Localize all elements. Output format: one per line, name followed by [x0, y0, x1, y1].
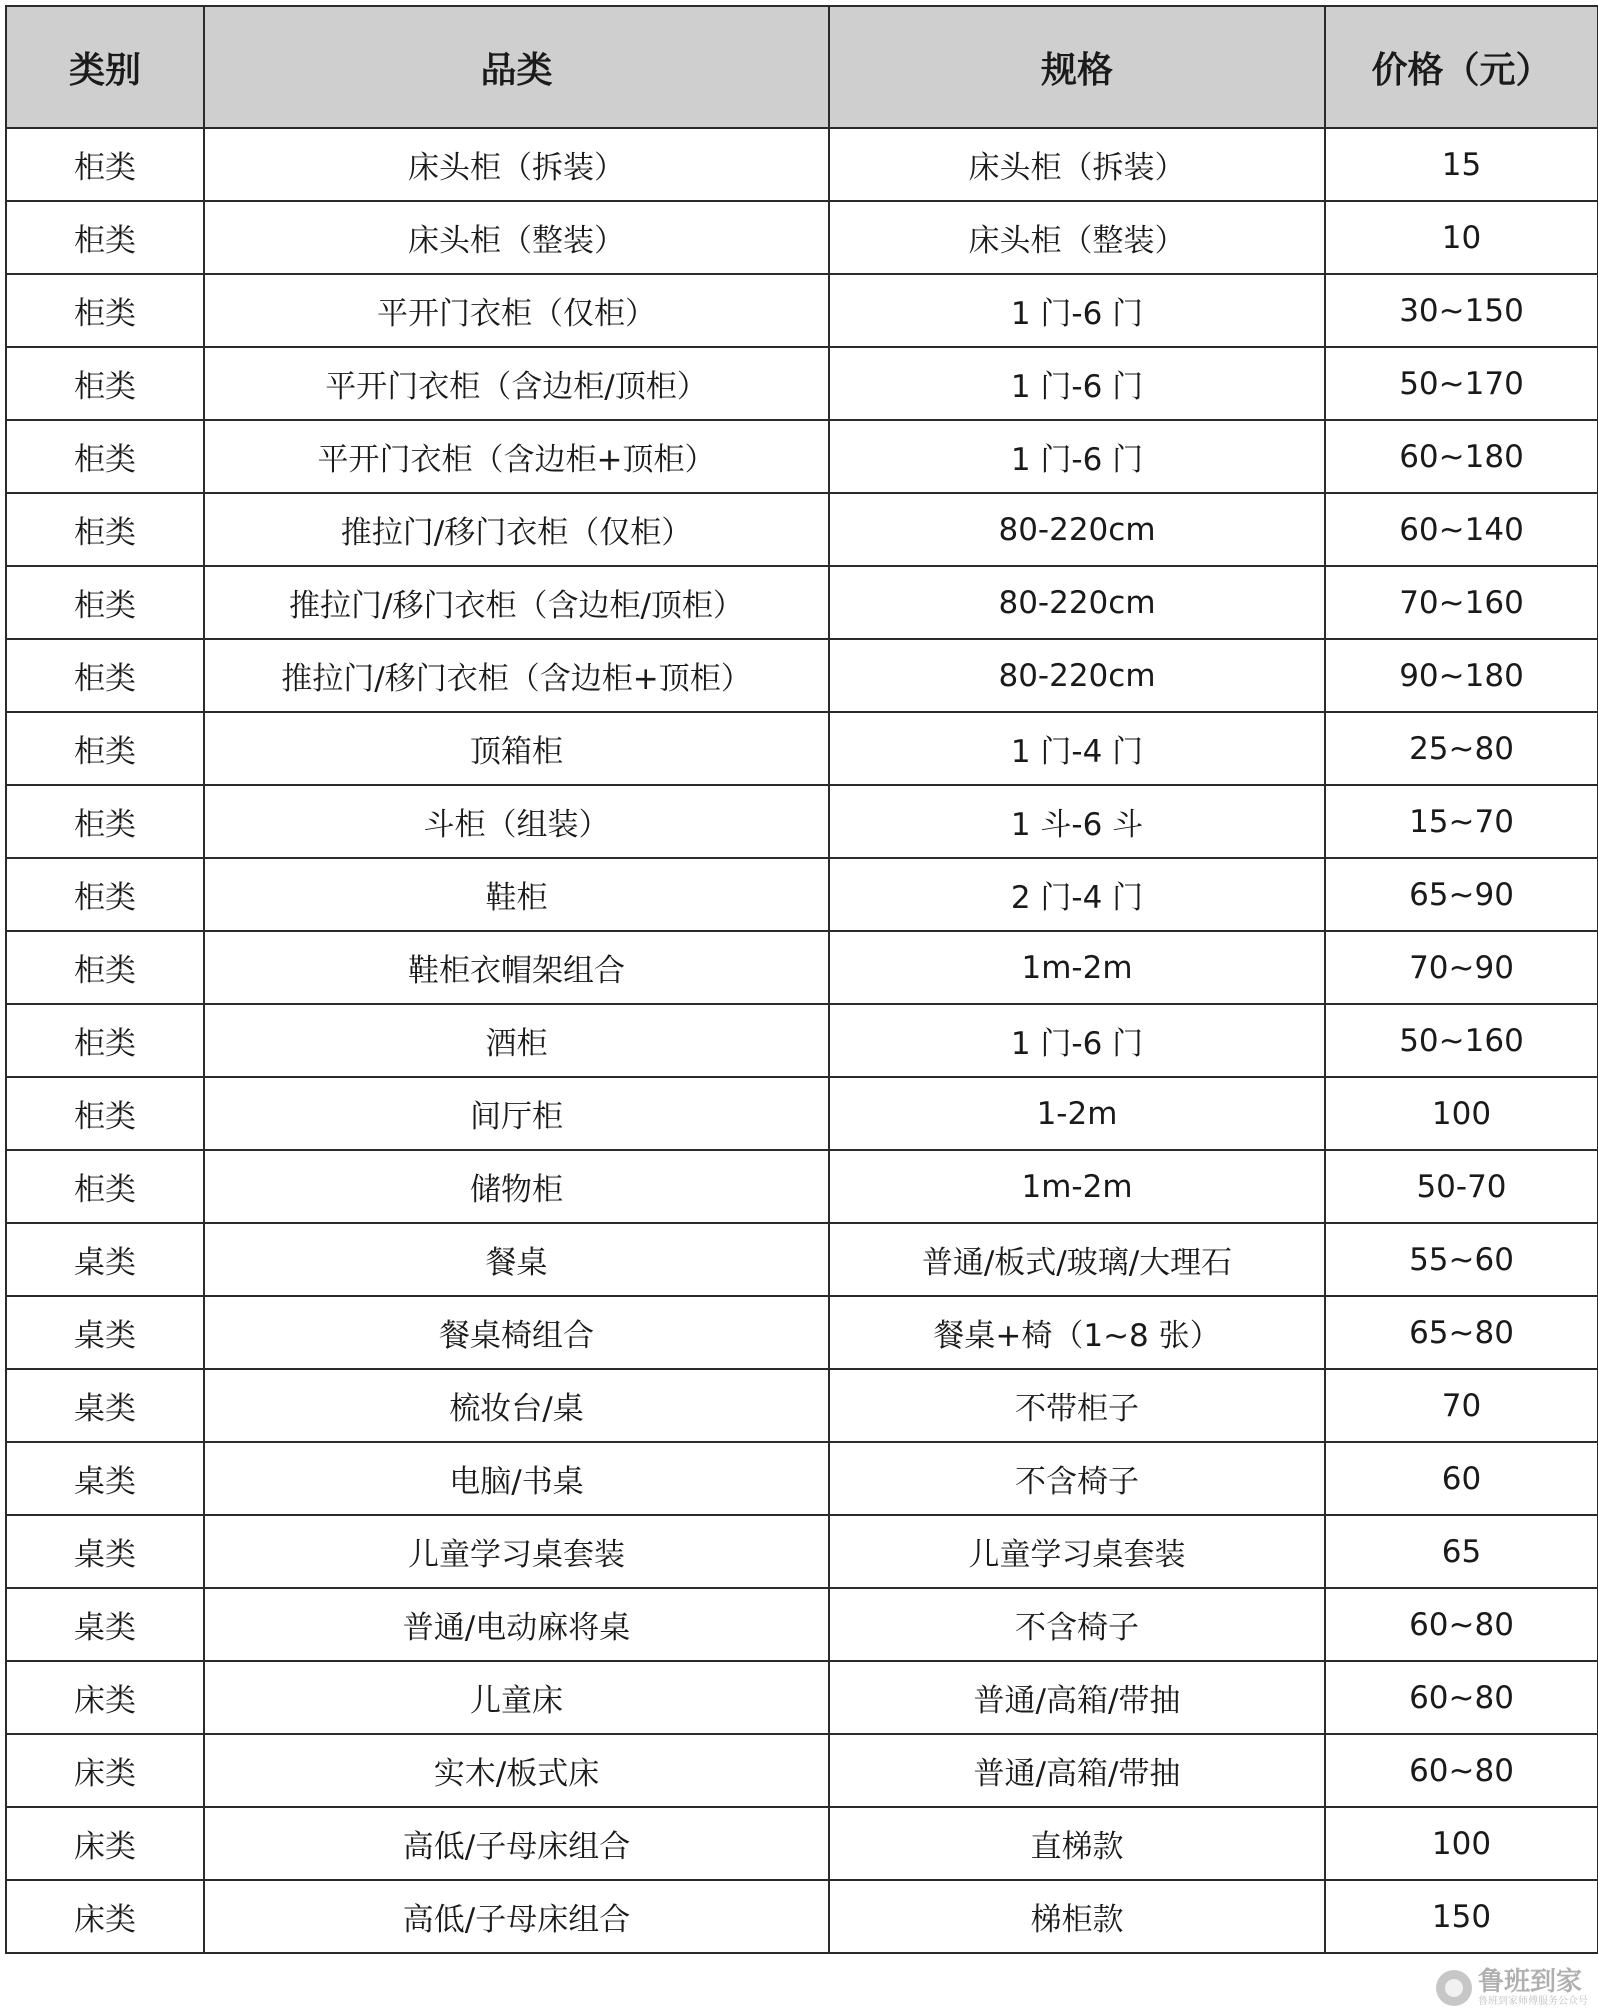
- cell-price: 50-70: [1325, 1150, 1598, 1223]
- table-row: [6, 1442, 1598, 1515]
- cell-category: 柜类: [6, 347, 204, 420]
- cell-price: 25~80: [1325, 712, 1598, 785]
- cell-price: 10: [1325, 201, 1598, 274]
- table-row: [6, 1004, 1598, 1077]
- cell-category: 柜类: [6, 566, 204, 639]
- table-row: [6, 274, 1598, 347]
- table-row: [6, 347, 1598, 420]
- cell-spec: 1 门-6 门: [829, 1004, 1325, 1077]
- table-row: [6, 1661, 1598, 1734]
- watermark: [1436, 1969, 1588, 2007]
- cell-spec: 1-2m: [829, 1077, 1325, 1150]
- cell-category: 柜类: [6, 493, 204, 566]
- cell-price: 70~160: [1325, 566, 1598, 639]
- cell-spec: 1 门-4 门: [829, 712, 1325, 785]
- cell-price: 100: [1325, 1077, 1598, 1150]
- cell-item: 高低/子母床组合: [204, 1880, 829, 1953]
- cell-item: 电脑/书桌: [204, 1442, 829, 1515]
- header-spec: 规格: [829, 6, 1325, 128]
- cell-spec: 儿童学习桌套装: [829, 1515, 1325, 1588]
- cell-item: 推拉门/移门衣柜（仅柜）: [204, 493, 829, 566]
- cell-category: 桌类: [6, 1442, 204, 1515]
- cell-spec: 1m-2m: [829, 1150, 1325, 1223]
- cell-price: 60~180: [1325, 420, 1598, 493]
- cell-category: 柜类: [6, 128, 204, 201]
- table-row: [6, 639, 1598, 712]
- table-row: [6, 931, 1598, 1004]
- table-row: [6, 712, 1598, 785]
- table-row: [6, 1588, 1598, 1661]
- cell-item: 储物柜: [204, 1150, 829, 1223]
- table-header-row: [6, 6, 1598, 128]
- table-body: [6, 128, 1598, 1953]
- cell-price: 15: [1325, 128, 1598, 201]
- cell-item: 实木/板式床: [204, 1734, 829, 1807]
- cell-item: 餐桌椅组合: [204, 1296, 829, 1369]
- cell-category: 柜类: [6, 639, 204, 712]
- cell-category: 柜类: [6, 931, 204, 1004]
- cell-item: 平开门衣柜（含边柜+顶柜）: [204, 420, 829, 493]
- cell-spec: 80-220cm: [829, 566, 1325, 639]
- header-item: 品类: [204, 6, 829, 128]
- cell-item: 鞋柜: [204, 858, 829, 931]
- cell-price: 100: [1325, 1807, 1598, 1880]
- cell-price: 150: [1325, 1880, 1598, 1953]
- table-row: [6, 493, 1598, 566]
- cell-price: 60~80: [1325, 1734, 1598, 1807]
- cell-spec: 1 门-6 门: [829, 420, 1325, 493]
- cell-spec: 普通/高箱/带抽: [829, 1734, 1325, 1807]
- cell-spec: 1m-2m: [829, 931, 1325, 1004]
- cell-item: 高低/子母床组合: [204, 1807, 829, 1880]
- cell-category: 床类: [6, 1661, 204, 1734]
- cell-category: 桌类: [6, 1369, 204, 1442]
- table-row: [6, 785, 1598, 858]
- cell-item: 餐桌: [204, 1223, 829, 1296]
- cell-spec: 80-220cm: [829, 493, 1325, 566]
- cell-item: 床头柜（拆装）: [204, 128, 829, 201]
- cell-category: 床类: [6, 1807, 204, 1880]
- cell-item: 酒柜: [204, 1004, 829, 1077]
- cell-category: 桌类: [6, 1588, 204, 1661]
- cell-spec: 不含椅子: [829, 1588, 1325, 1661]
- cell-item: 儿童床: [204, 1661, 829, 1734]
- cell-spec: 餐桌+椅（1~8 张）: [829, 1296, 1325, 1369]
- cell-spec: 床头柜（拆装）: [829, 128, 1325, 201]
- cell-spec: 1 斗-6 斗: [829, 785, 1325, 858]
- cell-category: 柜类: [6, 1004, 204, 1077]
- cell-price: 65: [1325, 1515, 1598, 1588]
- cell-price: 90~180: [1325, 639, 1598, 712]
- cell-spec: 直梯款: [829, 1807, 1325, 1880]
- cell-category: 柜类: [6, 785, 204, 858]
- cell-price: 65~90: [1325, 858, 1598, 931]
- watermark-title: 鲁班到家: [1478, 1967, 1583, 1998]
- watermark-logo-icon: [1436, 1970, 1472, 2006]
- cell-price: 15~70: [1325, 785, 1598, 858]
- table-row: [6, 420, 1598, 493]
- cell-item: 间厅柜: [204, 1077, 829, 1150]
- table-row: [6, 1369, 1598, 1442]
- cell-item: 普通/电动麻将桌: [204, 1588, 829, 1661]
- watermark-subtitle: 鲁班到家师傅服务公众号: [1478, 1995, 1588, 2007]
- price-table: [5, 5, 1598, 1954]
- cell-spec: 2 门-4 门: [829, 858, 1325, 931]
- cell-spec: 1 门-6 门: [829, 347, 1325, 420]
- cell-spec: 不含椅子: [829, 1442, 1325, 1515]
- cell-category: 柜类: [6, 712, 204, 785]
- header-price: 价格（元）: [1325, 6, 1598, 128]
- cell-item: 平开门衣柜（仅柜）: [204, 274, 829, 347]
- table-row: [6, 201, 1598, 274]
- cell-spec: 1 门-6 门: [829, 274, 1325, 347]
- cell-price: 60~140: [1325, 493, 1598, 566]
- cell-spec: 80-220cm: [829, 639, 1325, 712]
- cell-item: 顶箱柜: [204, 712, 829, 785]
- table-row: [6, 1223, 1598, 1296]
- cell-price: 50~170: [1325, 347, 1598, 420]
- table-row: [6, 1880, 1598, 1953]
- table-row: [6, 1807, 1598, 1880]
- cell-category: 柜类: [6, 201, 204, 274]
- cell-item: 推拉门/移门衣柜（含边柜+顶柜）: [204, 639, 829, 712]
- cell-spec: 普通/板式/玻璃/大理石: [829, 1223, 1325, 1296]
- cell-price: 70: [1325, 1369, 1598, 1442]
- cell-category: 柜类: [6, 1077, 204, 1150]
- cell-spec: 不带柜子: [829, 1369, 1325, 1442]
- cell-price: 60~80: [1325, 1661, 1598, 1734]
- table-row: [6, 566, 1598, 639]
- cell-category: 床类: [6, 1734, 204, 1807]
- table-row: [6, 1734, 1598, 1807]
- cell-price: 60~80: [1325, 1588, 1598, 1661]
- cell-price: 50~160: [1325, 1004, 1598, 1077]
- cell-item: 平开门衣柜（含边柜/顶柜）: [204, 347, 829, 420]
- cell-item: 床头柜（整装）: [204, 201, 829, 274]
- cell-category: 柜类: [6, 420, 204, 493]
- cell-category: 桌类: [6, 1296, 204, 1369]
- cell-category: 柜类: [6, 1150, 204, 1223]
- cell-category: 柜类: [6, 858, 204, 931]
- table-row: [6, 858, 1598, 931]
- cell-spec: 梯柜款: [829, 1880, 1325, 1953]
- cell-price: 30~150: [1325, 274, 1598, 347]
- table-row: [6, 1515, 1598, 1588]
- cell-item: 推拉门/移门衣柜（含边柜/顶柜）: [204, 566, 829, 639]
- cell-price: 60: [1325, 1442, 1598, 1515]
- table-row: [6, 1077, 1598, 1150]
- cell-category: 桌类: [6, 1515, 204, 1588]
- cell-item: 梳妆台/桌: [204, 1369, 829, 1442]
- table-row: [6, 1150, 1598, 1223]
- cell-spec: 床头柜（整装）: [829, 201, 1325, 274]
- cell-category: 柜类: [6, 274, 204, 347]
- table-row: [6, 128, 1598, 201]
- cell-item: 儿童学习桌套装: [204, 1515, 829, 1588]
- cell-price: 70~90: [1325, 931, 1598, 1004]
- cell-item: 鞋柜衣帽架组合: [204, 931, 829, 1004]
- cell-item: 斗柜（组装）: [204, 785, 829, 858]
- header-category: 类别: [6, 6, 204, 128]
- cell-category: 床类: [6, 1880, 204, 1953]
- cell-category: 桌类: [6, 1223, 204, 1296]
- cell-price: 65~80: [1325, 1296, 1598, 1369]
- table-row: [6, 1296, 1598, 1369]
- cell-spec: 普通/高箱/带抽: [829, 1661, 1325, 1734]
- cell-price: 55~60: [1325, 1223, 1598, 1296]
